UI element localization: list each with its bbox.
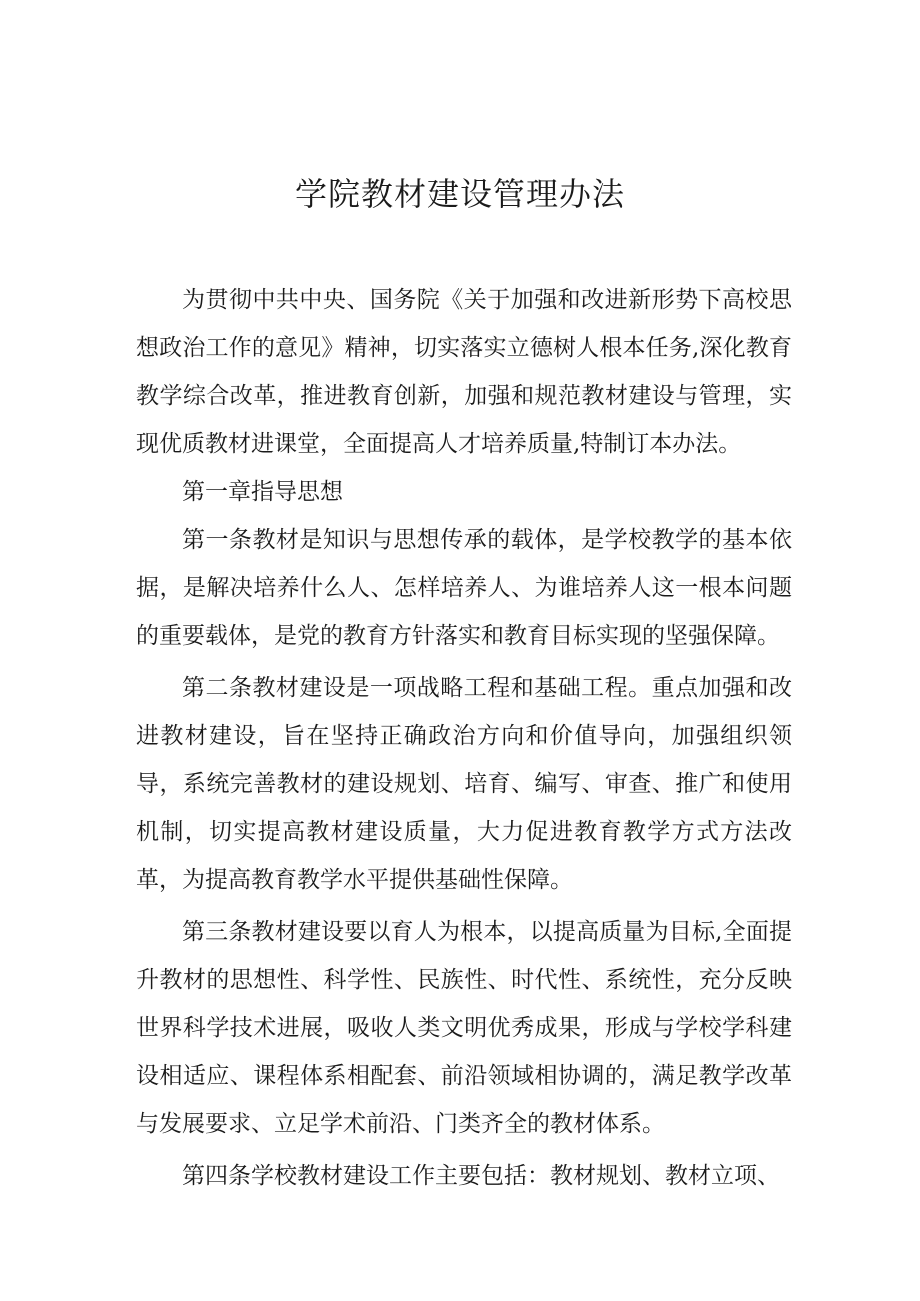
article-2: 第二条教材建设是一项战略工程和基础工程。重点加强和改进教材建设，旨在坚持正确政治方向和价值导向，加强组织领导，系统完善教材的建设规划、培育、编写、审查、推广和使用机制，切实提高教材建设质量，大力促进教育教学方式方法改革，为提高教育教学水平提供基础性保障。 [136,675,792,893]
article-1: 第一条教材是知识与思想传承的载体，是学校教学的基本依据，是解决培养什么人、怎样培养人、为谁培养人这一根本问题的重要载体，是党的教育方针落实和教育目标实现的坚强保障。 [136,527,792,649]
article-3: 第三条教材建设要以育人为根本，以提高质量为目标,全面提升教材的思想性、科学性、民族性、时代性、系统性，充分反映世界科学技术进展，吸收人类文明优秀成果，形成与学校学科建设相适应、课程体系相配套、前沿领域相协调的，满足教学改革与发展要求、立足学术前沿、门类齐全的教材体系。 [136,919,792,1137]
chapter-heading-1: 第一章指导思想 [182,479,343,505]
document-body [136,276,792,1200]
document-title: 学院教材建设管理办法 [294,175,625,213]
paragraph-preamble: 为贯彻中共中央、国务院《关于加强和改进新形势下高校思想政治工作的意见》精神，切实落实立德树人根本任务,深化教育教学综合改革，推进教育创新，加强和规范教材建设与管理，实现优质教材进课堂，全面提高人才培养质量,特制订本办法。 [136,287,792,457]
article-4: 第四条学校教材建设工作主要包括：教材规划、教材立项、 [182,1163,780,1189]
